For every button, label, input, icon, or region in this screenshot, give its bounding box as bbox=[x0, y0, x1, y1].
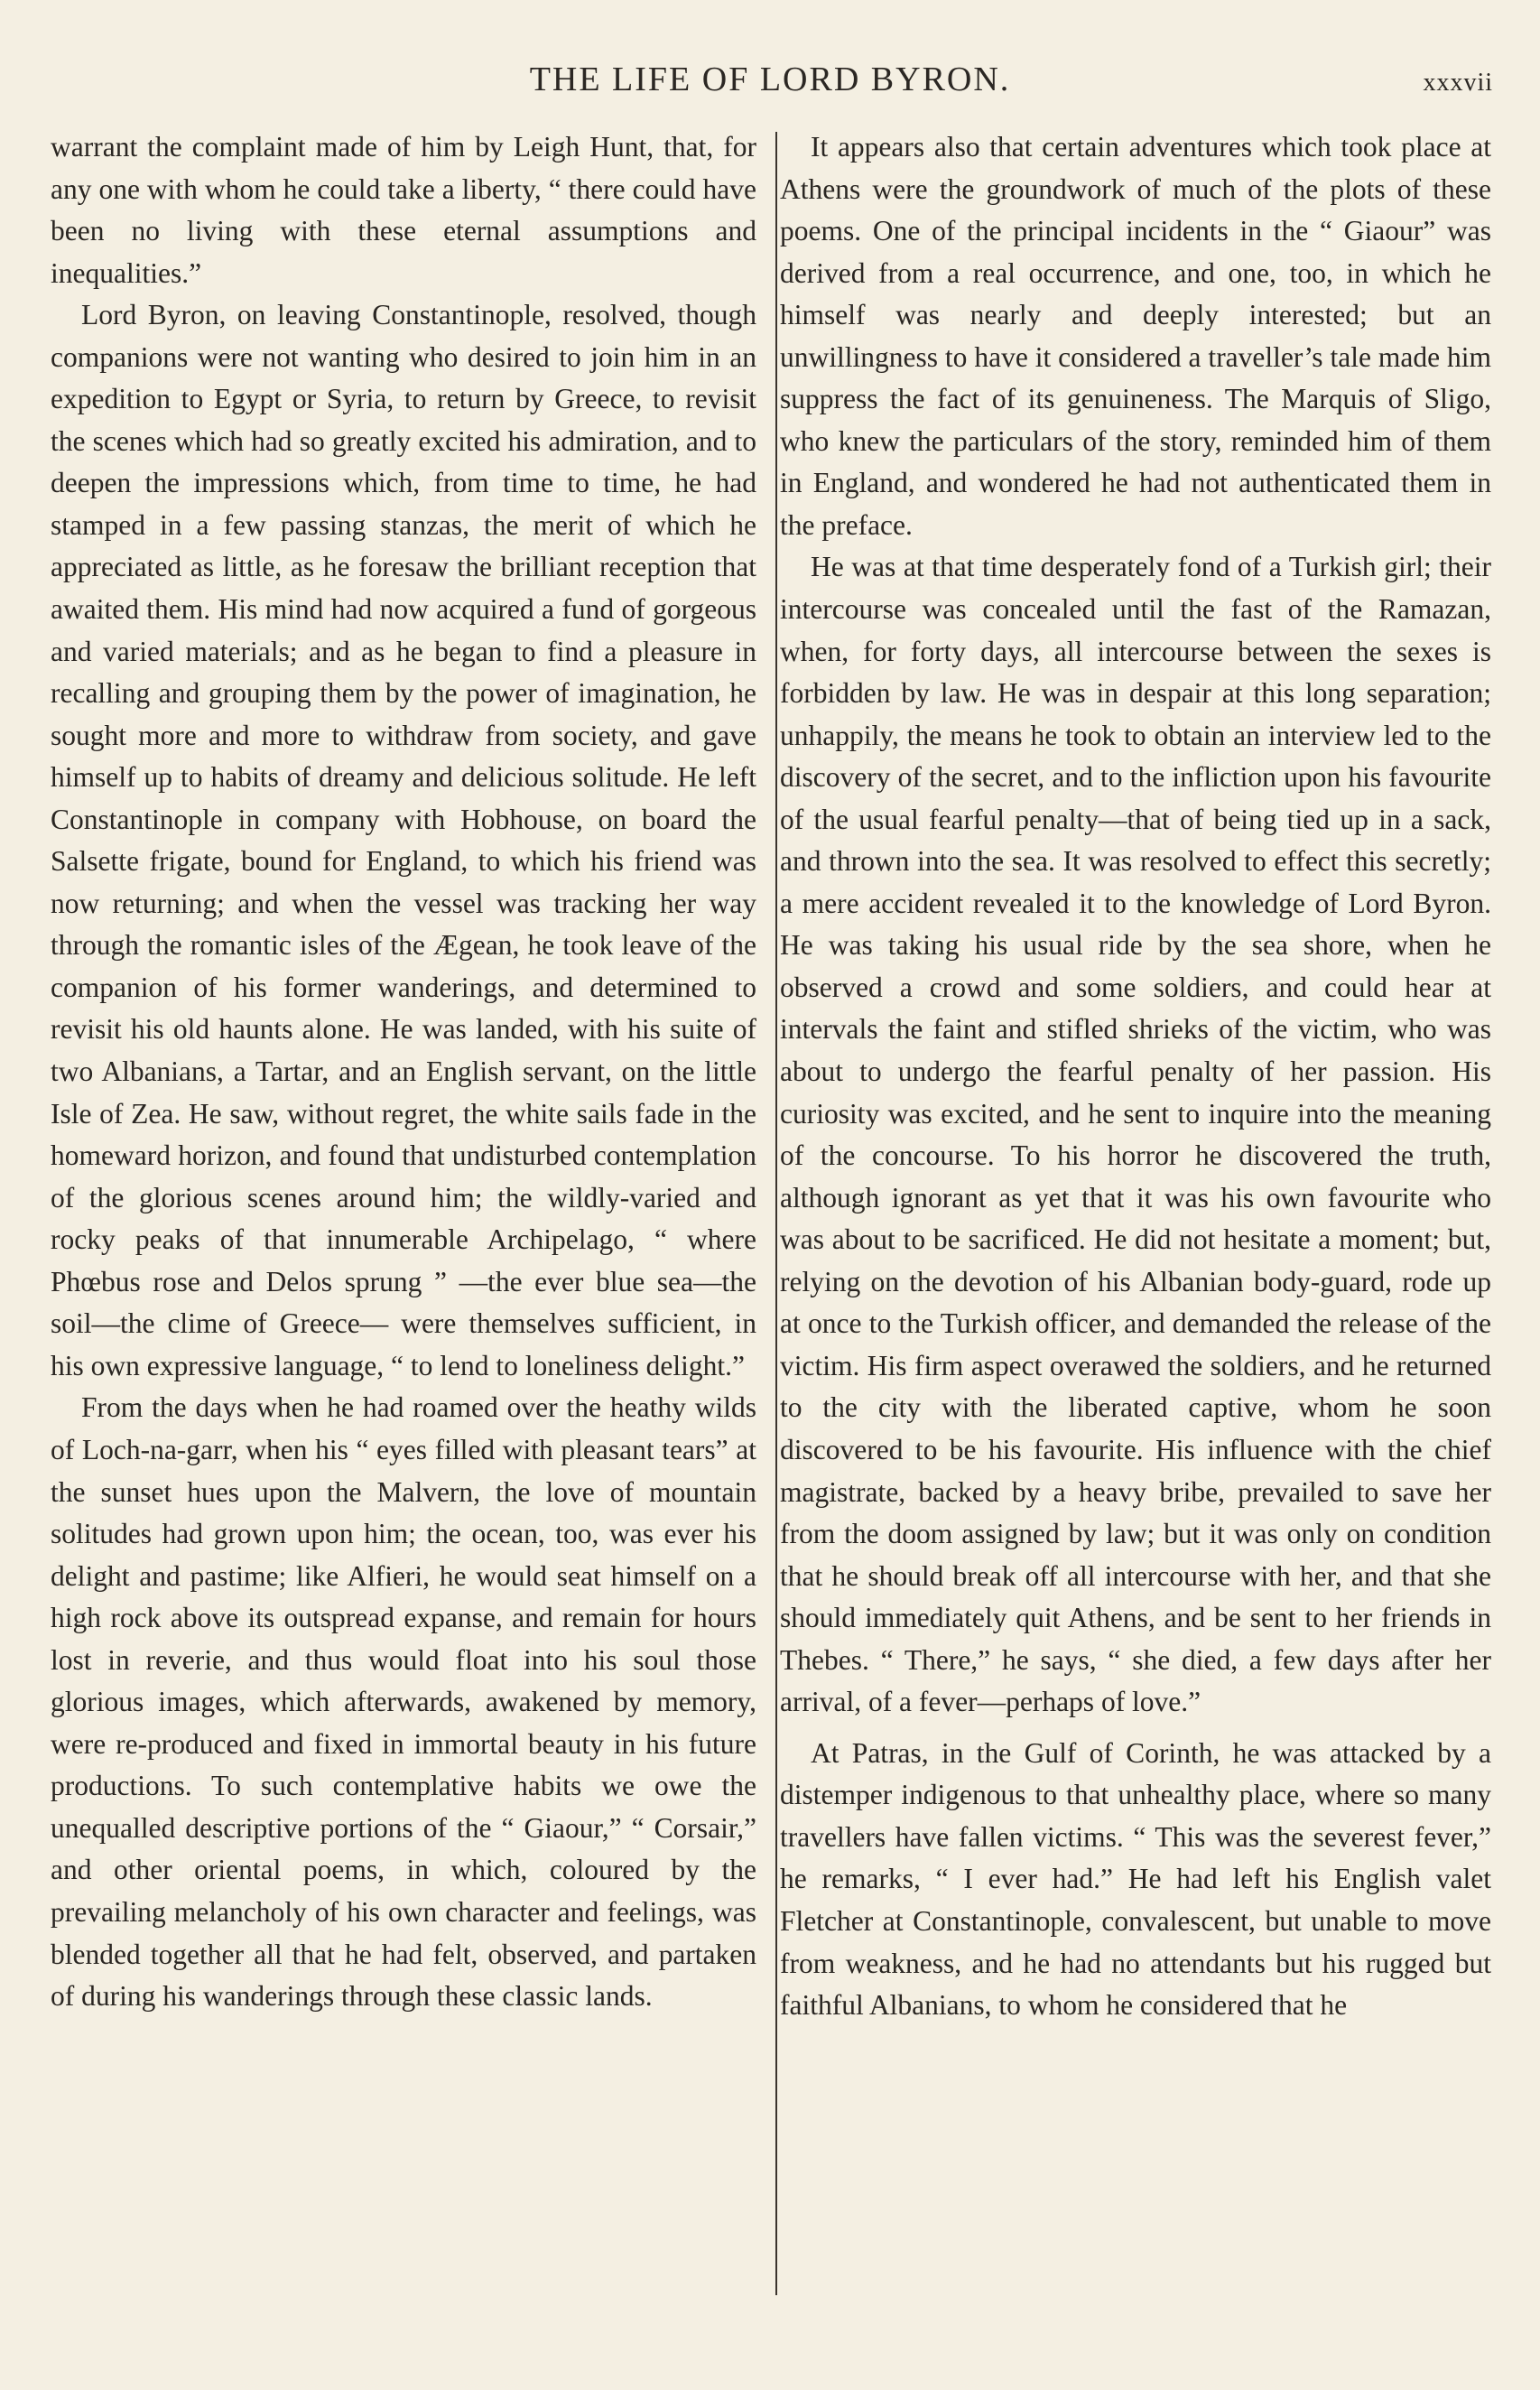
paragraph: warrant the complaint made of him by Leigh Hunt, that, for any one with whom he could take a liberty, “ there could have been no living with these eternal assumptions and inequalities.” bbox=[51, 131, 756, 289]
page-number: xxxvii bbox=[1423, 69, 1493, 97]
left-column bbox=[51, 126, 756, 2018]
paragraph: At Patras, in the Gulf of Corinth, he was attacked by a distemper indigenous to that unhealthy place, where so many travellers have fallen victims. “ This was the severest fever,” he remarks, “ I ever had.” He had left his English valet Fletcher at Constantinople, convalescent, but unable to move from weakness, and he had no attendants but his rugged but faithful Albanians, to whom he considered that he bbox=[780, 1736, 1491, 2022]
paragraph: It appears also that certain adventures which took place at Athens were the groundwork of much of the plots of these poems. One of the principal incidents in the “ Giaour” was derived from a real occurrence, and one, too, in which he himself was nearly and deeply interested; but an unwillingness to have it considered a traveller’s tale made him suppress the fact of its genuineness. The Marquis of Sligo, who knew the particulars of the story, reminded him of them in England, and wondered he had not authenticated them in the preface. bbox=[780, 131, 1491, 541]
paragraph: Lord Byron, on leaving Constantinople, resolved, though companions were not wanting who desired to join him in an expedition to Egypt or Syria, to return by Greece, to revisit the scenes which had so greatly excited his admiration, and to deepen the impressions which, from time to time, he had stamped in a few passing stanzas, the merit of which he appreciated as little, as he foresaw the brilliant reception that awaited them. His mind had now acquired a fund of gorgeous and varied materials; and as he began to find a pleasure in recalling and grouping them by the power of imagination, he sought more and more to withdraw from society, and gave himself up to habits of dreamy and delicious solitude. He left Constantinople in company with Hobhouse, on board the Salsette frigate, bound for England, to which his friend was now returning; and when the vessel was tracking her way through the romantic isles of the Ægean, he took leave of the companion of his former wanderings, and determined to revisit his old haunts alone. He was landed, with his suite of two Albanians, a Tartar, and an English servant, on the little Isle of Zea. He saw, without regret, the white sails fade in the homeward horizon, and found that undisturbed contemplation of the glorious scenes around him; the wildly-varied and rocky peaks of that innumerable Archipelago, “ where Phœbus rose and Delos sprung ” —the ever blue sea—the soil—the clime of Greece— were themselves sufficient, in his own expressive language, “ to lend to loneliness delight.” bbox=[51, 299, 756, 1381]
paragraph: He was at that time desperately fond of a Turkish girl; their intercourse was concealed until the fast of the Ramazan, when, for forty days, all intercourse between the sexes is forbidden by law. He was in despair at this long separation; unhappily, the means he took to obtain an interview led to the discovery of the secret, and to the infliction upon his favourite of the usual fearful penalty—that of being tied up in a sack, and thrown into the sea. It was resolved to effect this secretly; a mere accident revealed it to the knowledge of Lord Byron. He was taking his usual ride by the sea shore, when he observed a crowd and some soldiers, and could hear at intervals the faint and stifled shrieks of the victim, who was about to undergo the fearful penalty of her passion. His curiosity was excited, and he sent to inquire into the meaning of the concourse. To his horror he discovered the truth, although ignorant as yet that it was his own favourite who was about to be sacrificed. He did not hesitate a moment; but, relying on the devotion of his Albanian body-guard, rode up at once to the Turkish officer, and demanded the release of the victim. His firm aspect overawed the soldiers, and he returned to the city with the liberated captive, whom he soon discovered to be his favourite. His influence with the chief magistrate, backed by a heavy bribe, prevailed to save her from the doom assigned by law; but it was only on condition that he should break off all intercourse with her, and that she should immediately quit Athens, and be sent to her friends in Thebes. “ There,” he says, “ she died, a few days after her arrival, of a fever—perhaps of love.” bbox=[780, 551, 1491, 1718]
running-title: THE LIFE OF LORD BYRON. bbox=[529, 60, 1011, 98]
paragraph: From the days when he had roamed over the heathy wilds of Loch-na-garr, when his “ eyes filled with pleasant tears” at the sunset hues upon the Malvern, the love of mountain solitudes had grown upon him; the ocean, too, was ever his delight and pastime; like Alfieri, he would seat himself on a high rock above its outspread expanse, and remain for hours lost in reverie, and thus would float into his soul those glorious images, which afterwards, awakened by memory, were re-produced and fixed in immortal beauty in his future productions. To such contemplative habits we owe the unequalled descriptive portions of the “ Giaour,” “ Corsair,” and other oriental poems, in which, coloured by the prevailing melancholy of his own character and feelings, was blended together all that he had felt, observed, and partaken of during his wanderings through these classic lands. bbox=[51, 1391, 756, 2013]
column-divider bbox=[775, 132, 777, 2295]
right-column bbox=[780, 126, 1491, 2027]
page-header bbox=[0, 56, 1540, 110]
